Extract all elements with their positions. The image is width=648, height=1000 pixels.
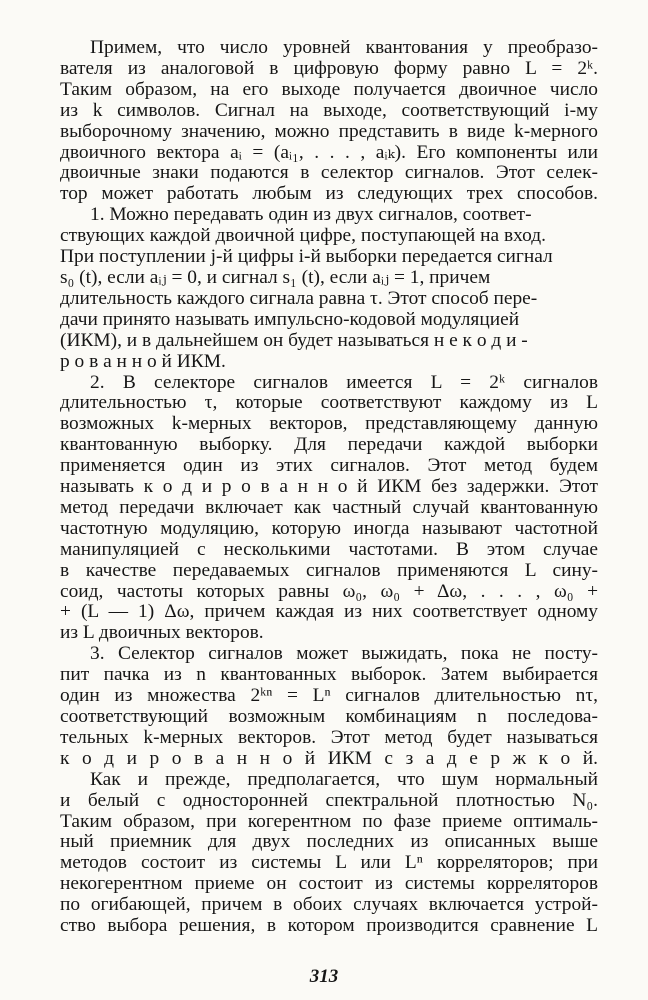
text-line: двоичные знаки подаются в селектор сигналов. Этот селек- bbox=[60, 162, 598, 184]
paragraph-3 bbox=[60, 373, 598, 645]
text-line: соид, частоты которых равны ω₀, ω₀ + Δω, . . . , ω₀ + bbox=[60, 580, 598, 602]
text-line: в качестве передаваемых сигналов применяются L сину- bbox=[60, 559, 598, 581]
text-line: называть к о д и р о в а н н о й ИКМ без задержки. Этот bbox=[60, 476, 598, 498]
page-number: 313 bbox=[309, 966, 339, 987]
text-line: квантованную выборку. Для передачи каждой выборки bbox=[60, 434, 598, 456]
text-line: ство выбора решения, в котором производится сравнение L bbox=[60, 915, 598, 937]
text-line: и белый с односторонней спектральной плотностью N₀. bbox=[60, 789, 598, 811]
paragraph-1 bbox=[60, 38, 598, 205]
text-line: применяется один из этих сигналов. Этот метод будем bbox=[60, 455, 598, 477]
text-line: возможных k-мерных векторов, представляющему данную bbox=[60, 413, 598, 435]
text-line: пит пачка из n квантованных выборок. Затем выбирается bbox=[60, 664, 598, 686]
text-line: по огибающей, причем в обоих случаях включается устрой- bbox=[60, 894, 598, 916]
text-line: двоичного вектора aᵢ = (aᵢ₁, . . . , aᵢₖ). Его компоненты или bbox=[60, 141, 598, 163]
text-line: к о д и р о в а н н о й ИКМ с з а д е р ж к о й. bbox=[60, 747, 598, 769]
paragraph-5 bbox=[60, 770, 598, 937]
text-line: выборочному значению, можно представить в виде k-мерного bbox=[60, 120, 598, 142]
text-line: манипуляцией с несколькими частотами. В этом случае bbox=[60, 538, 598, 560]
text-line: Как и прежде, предполагается, что шум нормальный bbox=[90, 768, 598, 790]
text-line-short: р о в а н н о й ИКМ. bbox=[60, 350, 226, 372]
text-line: частотную модуляцию, которую иногда называют частотной bbox=[60, 517, 598, 539]
text-line: один из множества 2ᵏⁿ = Lⁿ сигналов длительностью nτ, bbox=[60, 685, 598, 707]
text-line: ный приемник для двух последних из описанных выше bbox=[60, 831, 598, 853]
text-line: Примем, что число уровней квантования у преобразо- bbox=[90, 37, 598, 58]
page-body-text bbox=[60, 38, 598, 937]
text-line: метод передачи включает как частный случай квантованную bbox=[60, 496, 598, 518]
text-line: При поступлении j-й цифры i-й выборки передается сигнал bbox=[60, 246, 553, 268]
text-line: Таким образом, при когерентном по фазе приеме оптималь- bbox=[60, 810, 598, 832]
text-line: Таким образом, на его выходе получается двоичное число bbox=[60, 78, 598, 100]
text-line: 2. В селекторе сигналов имеется L = 2ᵏ сигналов bbox=[90, 371, 598, 393]
paragraph-4 bbox=[60, 644, 598, 769]
text-line: из k символов. Сигнал на выходе, соответствующий i-му bbox=[60, 99, 598, 121]
text-line: некогерентном приеме он состоит из системы корреляторов bbox=[60, 873, 598, 895]
text-line: тельных k-мерных векторов. Этот метод будет называться bbox=[60, 726, 598, 748]
text-line: + (L — 1) Δω, причем каждая из них соответствует одному bbox=[60, 601, 598, 623]
text-line: s₀ (t), если aᵢⱼ = 0, и сигнал s₁ (t), если aᵢⱼ = 1, причем bbox=[60, 266, 491, 288]
text-line: ствующих каждой двоичной цифре, поступающей на вход. bbox=[60, 225, 546, 247]
text-line-short: из L двоичных векторов. bbox=[60, 622, 264, 644]
text-line: методов состоит из системы L или Lⁿ корреляторов; при bbox=[60, 852, 598, 874]
text-line: 1. Можно передавать один из двух сигналов, соответ- bbox=[90, 204, 532, 226]
text-line: тор может работать любым из следующих трех способов. bbox=[60, 183, 598, 205]
text-line: длительность каждого сигнала равна τ. Этот способ пере- bbox=[60, 287, 538, 309]
paragraph-2 bbox=[60, 205, 598, 372]
text-line: (ИКМ), и в дальнейшем он будет называться н е к о д и - bbox=[60, 329, 528, 351]
text-line: дачи принято называть импульсно-кодовой модуляцией bbox=[60, 308, 520, 330]
text-line: длительностью τ, которые соответствуют каждому из L bbox=[60, 392, 598, 414]
text-line: 3. Селектор сигналов может выжидать, пока не посту- bbox=[90, 643, 598, 665]
text-line: соответствующий возможным комбинациям n последова- bbox=[60, 706, 598, 727]
text-line: вателя из аналоговой в цифровую форму равно L = 2ᵏ. bbox=[60, 57, 598, 79]
